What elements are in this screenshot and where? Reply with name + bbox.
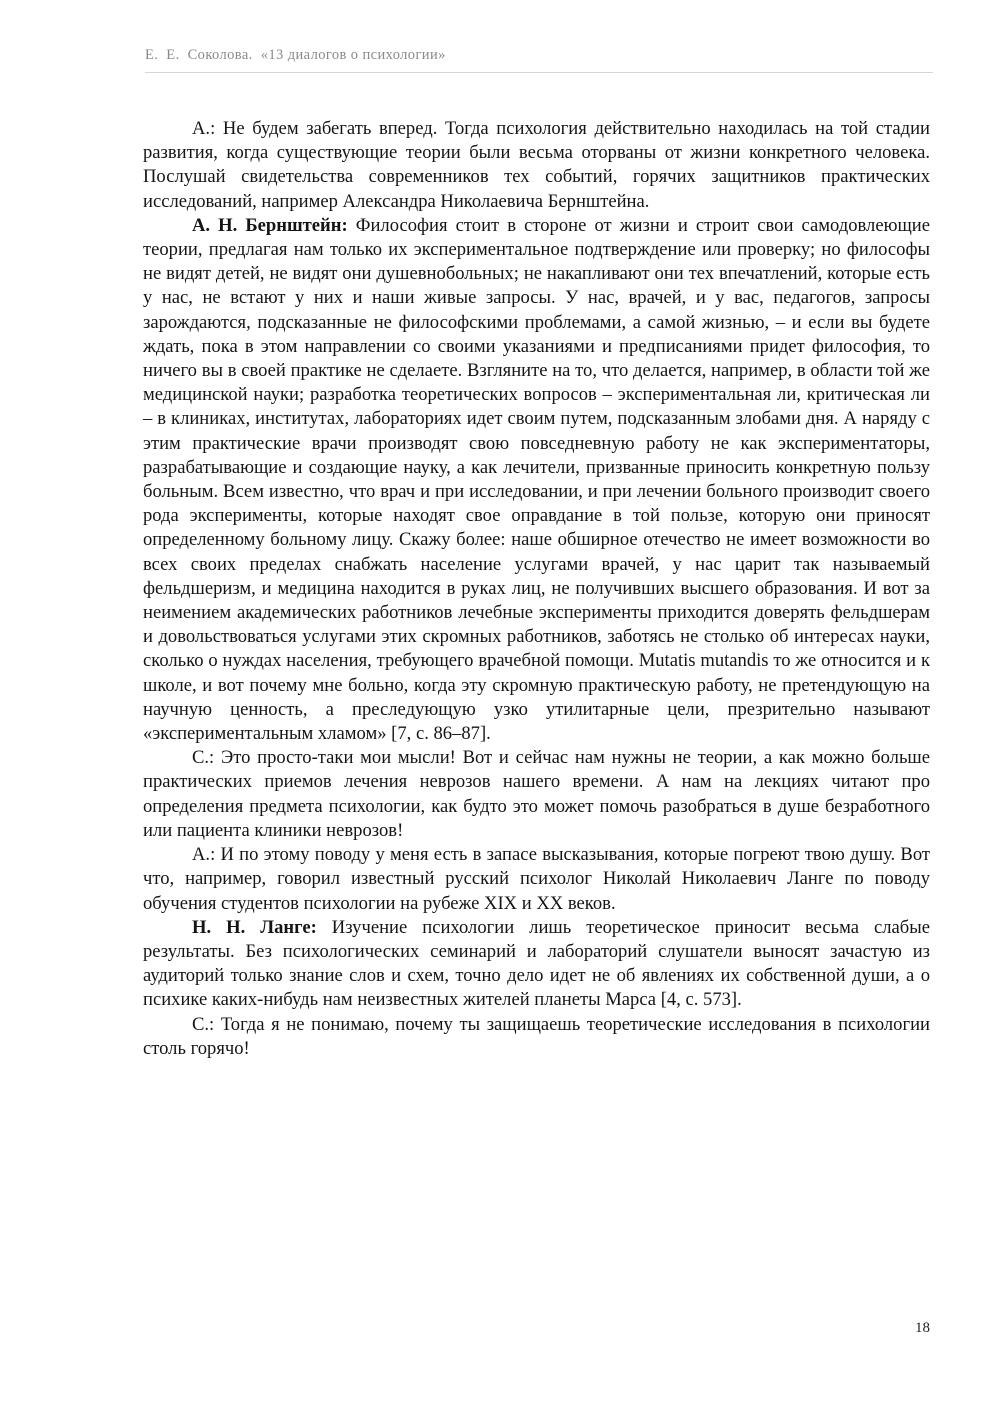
- paragraph-text: С.: Тогда я не понимаю, почему ты защищаешь теоретические исследования в психологии столь горячо!: [143, 1013, 930, 1059]
- speaker-label: Н. Н. Ланге:: [192, 916, 317, 938]
- paragraph-4: [143, 843, 930, 916]
- page-body: [143, 117, 930, 1061]
- paragraph-text: Изучение психологии лишь теоретическое приносит весьма слабые результаты. Без психологических семинарий и лабораторий слушатели выносят зачастую из аудиторий только знание слов и схем, точно дело идет не об явлениях их собственной души, а о психике каких-нибудь нам неизвестных жителей планеты Марса [4, с. 573].: [143, 916, 930, 1011]
- header-book-title: «13 диалогов о психологии»: [260, 47, 446, 63]
- running-header: [145, 47, 933, 73]
- paragraph-text: А.: Не будем забегать вперед. Тогда психология действительно находилась на той стадии развития, когда существующие теории были весьма оторваны от жизни конкретного человека. Послушай свидетельства современников тех событий, горячих защитников практических исследований, например Александра Николаевича Бернштейна.: [143, 118, 930, 212]
- paragraph-text: Философия стоит в стороне от жизни и строит свои самодовлеющие теории, предлагая нам только их экспериментальное подтверждение или проверку; но философы не видят детей, не видят они душевнобольных; не накапливают они тех впечатлений, которые есть у нас, не встают у них и наши живые запросы. У нас, врачей, и у вас, педагогов, запросы зарождаются, подсказанные не философскими проблемами, а самой жизнью, – и если вы будете ждать, пока в этом направлении со своими указаниями и предписаниями придет философия, то ничего вы в своей практике не сделаете. Взгляните на то, что делается, например, в области той же медицинской науки; разработка теоретических вопросов – экспериментальная ли, критическая ли – в клиниках, институтах, лабораториях идет своим путем, подсказанным злобами дня. А наряду с этим практические врачи производят свою повседневную работу не как экспериментаторы, разрабатывающие и создающие науку, а как лечители, призванные приносить конкретную пользу больным. Всем известно, что врач и при исследовании, и при лечении больного производит своего рода эксперименты, которые находят свое оправдание в той пользе, которую они приносят определенному больному лицу. Скажу более: наше обширное отечество не имеет возможности во всех своих пределах снабжать население услугами врачей, у нас царит так называемый фельдшеризм, и медицина находится в руках лиц, не получивших высшего образования. И вот за неимением академических работников лечебные эксперименты приходится доверять фельдшерам и довольствоваться услугами этих скромных работников, заботясь не столько об интересах науки, сколько о нуждах населения, требующего врачебной помощи. Mutatis mutandis то же относится и к школе, и вот почему мне больно, когда эту скромную практическую работу, не претендующую на научную ценность, а преследующую узко утилитарные цели, презрительно называют «экспериментальным хламом» [7, с. 86–87].: [143, 214, 930, 745]
- paragraph-text: С.: Это просто-таки мои мысли! Вот и сейчас нам нужны не теории, а как можно больше практических приемов лечения неврозов нашего времени. А нам на лекциях читают про определения предмета психологии, как будто это может помочь разобраться в душе безработного или пациента клиники неврозов!: [143, 747, 930, 841]
- speaker-label: А. Н. Бернштейн:: [192, 214, 348, 236]
- page-number: 18: [915, 1320, 930, 1336]
- paragraph-6: [143, 1013, 930, 1061]
- paragraph-3: [143, 746, 930, 843]
- paragraph-1: [143, 117, 930, 214]
- paragraph-text: А.: И по этому поводу у меня есть в запасе высказывания, которые погреют твою душу. Вот что, например, говорил известный русский психолог Николай Николаевич Ланге по поводу обучения студентов психологии на рубеже XIX и XX веков.: [143, 844, 930, 914]
- header-author: Е. Е. Соколова.: [145, 47, 253, 63]
- paragraph-5: [143, 916, 930, 1013]
- paragraph-2: [143, 214, 930, 746]
